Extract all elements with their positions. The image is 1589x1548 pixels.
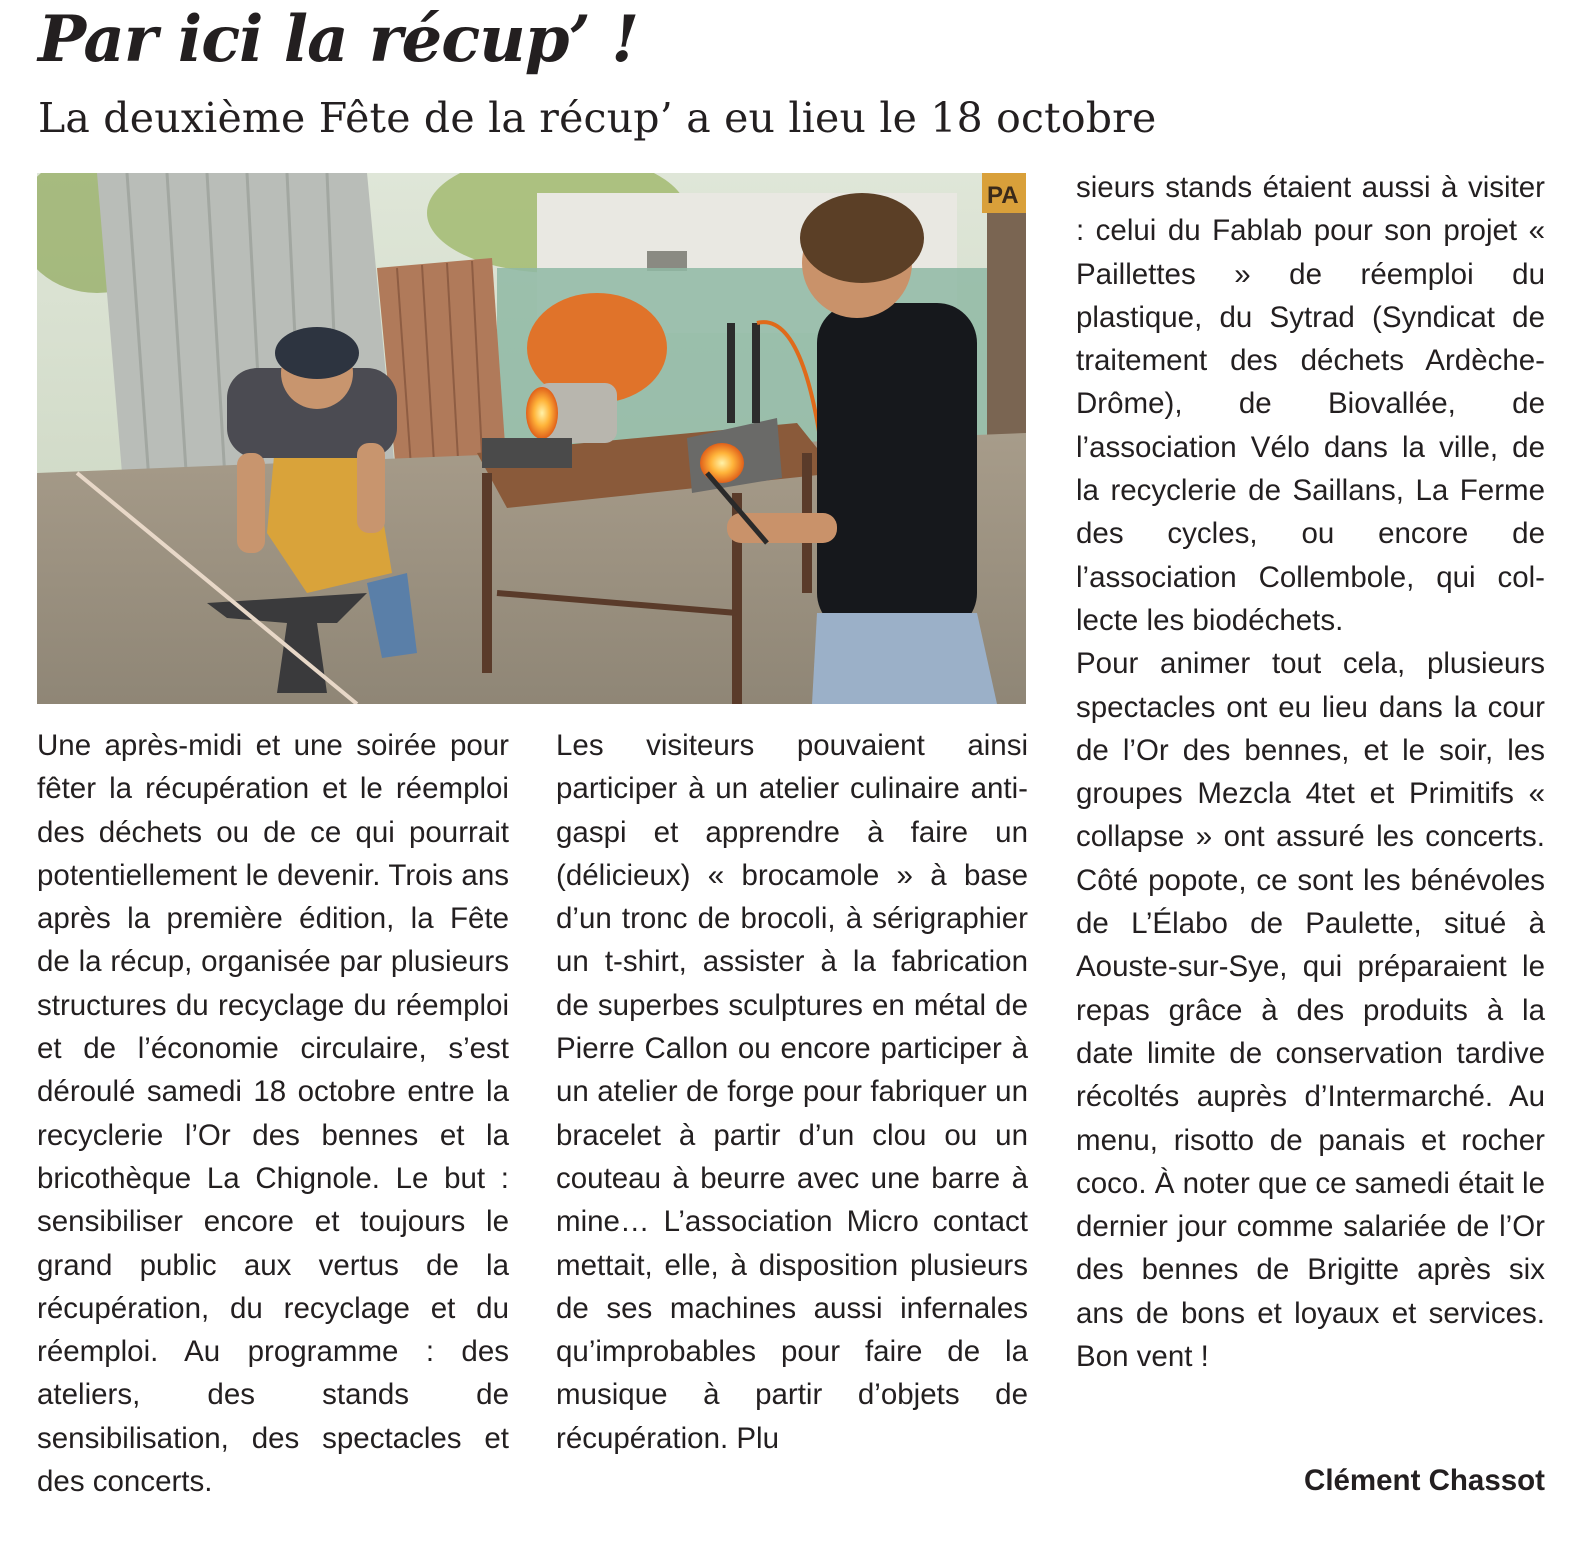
paragraph: Une après-midi et une soirée pour fêter la récupération et le réemploi des déchets ou de ce qui pourrait potentiellement le devenir. Trois ans après la première édition, la Fête de la récup, organisée par plusieurs structures du recyclage du réemploi et de l’économie circulaire, s’est déroulé samedi 18 octobre entre la recyclerie l’Or des bennes et la bricothèque La Chignole. Le but : sensibiliser encore et toujours le grand public aux vertus de la récupération, du recyclage et du réemploi. Au programme : des ateliers, des stands de sensibilisation, des spectacles et des concerts. [37, 729, 509, 1499]
author-signature: Clément Chassot [1304, 1464, 1545, 1497]
paragraph: Les visiteurs pouvaient ainsi participer à un atelier culinaire anti-gaspi et apprendre à faire un (délicieux) « brocamole » à base d’un tronc de brocoli, à sérigraphier un t-shirt, assister à la fabrication de superbes sculptures en métal de Pierre Callon ou encore participer à un atelier de forge pour fabriquer un bracelet à partir d’un clou ou un couteau à beurre avec une barre à mine… L’association Micro contact mettait, elle, à disposition plusieurs de ses machines aussi infernales qu’improbables pour faire de la musique à partir d’objets de récupération. Plu [556, 729, 1028, 1455]
sign-text: PA [987, 182, 1019, 209]
article-title: Par ici la récup’ ! [38, 2, 639, 77]
article-subtitle: La deuxième Fête de la récup’ a eu lieu le 18 octobre [38, 94, 1157, 142]
paragraph: sieurs stands étaient aussi à visiter : celui du Fablab pour son projet « Paillettes » de réemploi du plastique, du Sytrad (Syndicat de traitement des déchets Ardèche-Drôme), de Biovallée, de l’association Vélo dans la ville, de la recyclerie de Saillans, La Ferme des cycles, ou encore de l’association Collembole, qui collecte les biodéchets. [1076, 171, 1545, 637]
article-column-2 [556, 724, 1028, 1460]
article-column-3 [1076, 166, 1545, 1378]
paragraph: Pour animer tout cela, plusieurs spectacles ont eu lieu dans la cour de l’Or des bennes, et le soir, les groupes Mezcla 4tet et Primitifs « collapse » ont assuré les concerts. Côté popote, ce sont les bénévoles de L’Élabo de Paulette, situé à Aouste-sur-Sye, qui préparaient le repas grâce à des produits à la date limite de conservation tardive récoltés auprès d’Intermarché. Au menu, risotto de panais et rocher coco. À noter que ce samedi était le dernier jour comme salariée de l’Or des bennes de Brigitte après six ans de bons et loyaux et services. Bon vent ! [1076, 647, 1545, 1374]
article-photo [37, 173, 1026, 704]
article-column-1 [37, 724, 509, 1503]
